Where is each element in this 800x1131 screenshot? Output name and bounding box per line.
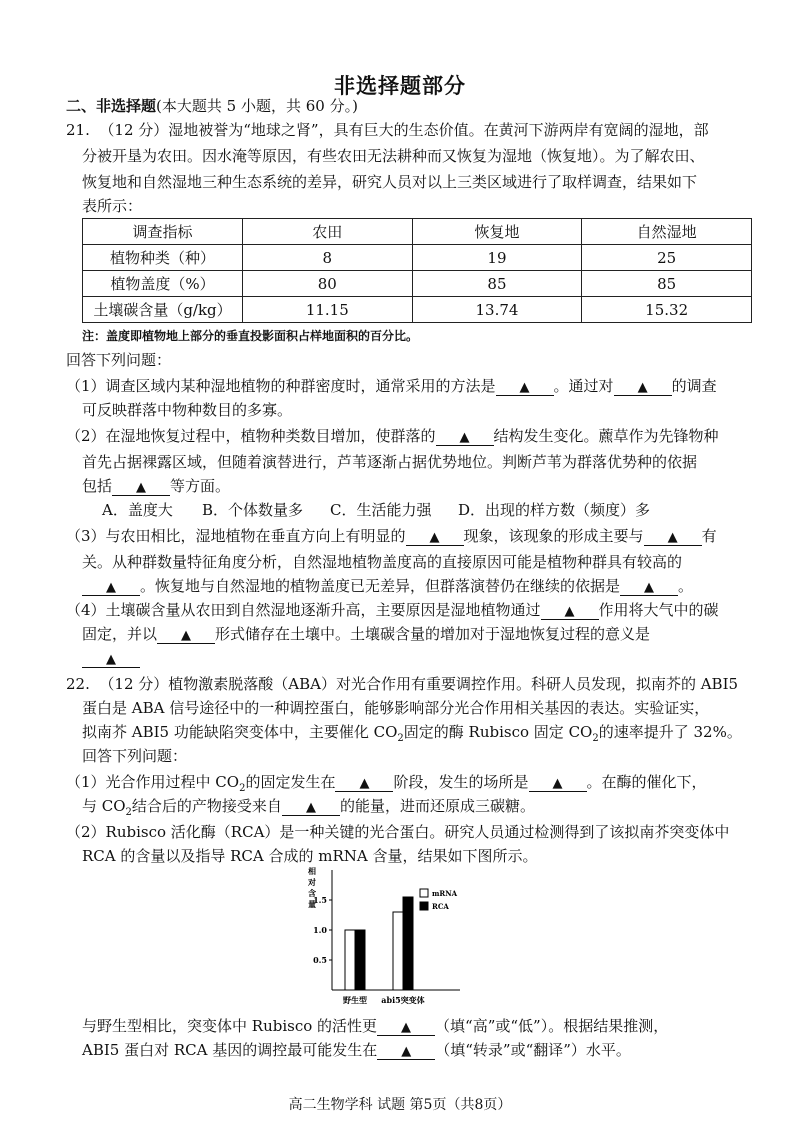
q21-survey-table [82, 218, 752, 323]
triangle-icon: ▲ [667, 530, 678, 545]
table-cell: 土壤碳含量（g/kg） [83, 297, 243, 323]
table-header-cell: 调查指标 [83, 219, 243, 245]
q22-s3-line-1: 与野生型相比，突变体中 Rubisco 的活性更 ▲ （填“高”或“低”）。根据结果推测， [82, 1017, 669, 1035]
triangle-icon: ▲ [429, 530, 440, 545]
bar-mrna-0 [345, 930, 355, 990]
q21-intro-line-4: 表所示： [82, 197, 143, 215]
q21-s4-line-2: 固定，并以 ▲ 形式储存在土壤中。土壤碳含量的增加对于湿地恢复过程的意义是 [82, 625, 651, 643]
y-tick-label: 1.0 [313, 925, 327, 935]
option-b[interactable]: B．个体数量多 [202, 501, 304, 519]
triangle-icon: ▲ [106, 652, 116, 667]
q21-s3-line-2: 关。从种群数量特征角度分析，自然湿地植物盖度高的直接原因可能是植物种群具有较高的 [82, 553, 683, 571]
page-footer: 高二生物学科 试题 第5页（共8页） [288, 1097, 512, 1113]
y-axis-label-1: 相 [308, 866, 316, 876]
q21-number: 21. [66, 121, 90, 139]
answer-blank[interactable] [496, 378, 554, 396]
q22-intro-line-2: 蛋白是 ABA 信号途径中的一种调控蛋白，能够影响部分光合作用相关基因的表达。实验证实， [82, 699, 710, 717]
q21-s2-line-2: 首先占据裸露区域，但随着演替进行，芦苇逐渐占据优势地位。判断芦苇为群落优势种的依据 [82, 453, 698, 471]
answer-blank[interactable] [82, 650, 140, 668]
q22-prompt: 回答下列问题： [82, 747, 188, 765]
bar-mrna-1 [393, 912, 403, 990]
section-heading: 二、非选择题 [66, 97, 157, 115]
answer-blank[interactable] [157, 626, 215, 644]
table-header-row [83, 219, 752, 245]
q21-options [102, 500, 650, 520]
x-category-label: 野生型 [343, 995, 367, 1005]
table-row [83, 271, 752, 297]
bar-rca-0 [355, 930, 365, 990]
triangle-icon: ▲ [359, 776, 370, 791]
table-cell: 85 [582, 271, 752, 297]
answer-blank[interactable] [436, 428, 494, 446]
answer-blank[interactable] [614, 378, 672, 396]
answer-blank[interactable] [377, 1042, 435, 1060]
q21-intro-line-3: 恢复地和自然湿地三种生态系统的差异，研究人员对以上三类区域进行了取样调查，结果如下 [82, 173, 698, 191]
y-tick-label: 1.5 [313, 895, 327, 905]
q22-s1-line-1: （1）光合作用过程中 $CO_2$的固定发生在 ▲ 阶段，发生的场所是 ▲ 。在酶的催化下， [66, 773, 707, 794]
bar-rca-1 [403, 897, 413, 990]
q22-intro-line-1: 22. （12 分）植物激素脱落酸（ABA）对光合作用有重要调控作用。科研人员发现，拟南芥的 ABI5 [66, 675, 739, 693]
q21-prompt: 回答下列问题： [66, 351, 172, 369]
answer-blank[interactable] [620, 578, 678, 596]
triangle-icon: ▲ [181, 628, 192, 643]
answer-blank[interactable] [112, 478, 170, 496]
answer-blank[interactable] [82, 578, 140, 596]
option-d[interactable]: D．出现的样方数（频度）多 [458, 501, 651, 519]
table-row [83, 245, 752, 271]
q21-s3-line-3: ▲ 。恢复地与自然湿地的植物盖度已无差异，但群落演替仍在继续的依据是 ▲ 。 [82, 576, 693, 596]
triangle-icon: ▲ [552, 776, 563, 791]
triangle-icon: ▲ [305, 800, 316, 815]
table-cell: 80 [242, 271, 412, 297]
q22-s2-line-1: （2）Rubisco 活化酶（RCA）是一种关键的光合蛋白。研究人员通过检测得到了该拟南芥突变体中 [66, 823, 730, 841]
table-cell: 13.74 [412, 297, 582, 323]
answer-blank[interactable] [541, 602, 599, 620]
q22-number: 22. [66, 675, 90, 693]
table-cell: 25 [582, 245, 752, 271]
rca-mrna-bar-chart [290, 862, 490, 1007]
legend-swatch [420, 902, 428, 910]
q22-s2-line-2: RCA 的含量以及指导 RCA 合成的 mRNA 含量，结果如下图所示。 [82, 847, 538, 865]
section-heading-line [66, 96, 358, 116]
table-row [83, 297, 752, 323]
q21-s4-line-3 [82, 648, 140, 668]
table-cell: 8 [242, 245, 412, 271]
triangle-icon: ▲ [644, 580, 655, 595]
table-header-cell: 恢复地 [412, 219, 582, 245]
y-axis-label-4: 量 [308, 899, 316, 909]
table-cell: 植物盖度（%） [83, 271, 243, 297]
q21-intro-line-1: 21. （12 分）湿地被誉为“地球之肾”，具有巨大的生态价值。在黄河下游两岸有宽阔的湿地，部 [66, 121, 709, 139]
answer-blank[interactable] [377, 1018, 435, 1036]
y-axis-label-2: 对 [308, 877, 316, 887]
q21-s1-line-1: （1）调查区域内某种湿地植物的种群密度时，通常采用的方法是 ▲ 。通过对 ▲ 的调查 [66, 377, 717, 395]
answer-blank[interactable] [282, 798, 340, 816]
triangle-icon: ▲ [459, 430, 470, 445]
triangle-icon: ▲ [136, 480, 147, 495]
triangle-icon: ▲ [564, 604, 575, 619]
q21-table-note: 注：盖度即植物地上部分的垂直投影面积占样地面积的百分比。 [82, 329, 419, 343]
table-header-cell: 农田 [242, 219, 412, 245]
option-c[interactable]: C．生活能力强 [330, 501, 432, 519]
q21-s3-line-1: （3）与农田相比，湿地植物在垂直方向上有明显的 ▲ 现象，该现象的形成主要与 ▲ 有 [66, 527, 717, 545]
option-a[interactable]: A．盖度大 [102, 501, 173, 519]
q21-intro-line-2: 分被开垦为农田。因水淹等原因，有些农田无法耕种而又恢复为湿地（恢复地）。为了解农田、 [82, 147, 705, 165]
table-cell: 85 [412, 271, 582, 297]
answer-blank[interactable] [529, 774, 587, 792]
section-heading-note: (本大题共 5 小题，共 60 分。) [156, 97, 358, 115]
y-axis-label-3: 含 [308, 888, 316, 898]
answer-blank[interactable] [335, 774, 393, 792]
x-category-label: abi5突变体 [381, 995, 425, 1005]
table-cell: 19 [412, 245, 582, 271]
q21-s2-line-3: 包括 ▲ 等方面。 [82, 477, 231, 495]
q21-s1-line-2: 可反映群落中物种数目的多寡。 [82, 401, 293, 419]
q22-s1-line-2: 与 $CO_2$结合后的产物接受来自 ▲ 的能量，进而还原成三碳糖。 [82, 797, 535, 818]
triangle-icon: ▲ [519, 380, 530, 395]
triangle-icon: ▲ [106, 580, 116, 595]
q21-s2-line-1: （2）在湿地恢复过程中，植物种类数目增加，使群落的 ▲ 结构发生变化。藨草作为先锋物种 [66, 427, 719, 445]
y-tick-label: 0.5 [313, 955, 327, 965]
table-header-cell: 自然湿地 [582, 219, 752, 245]
table-cell: 15.32 [582, 297, 752, 323]
table-cell: 植物种类（种） [83, 245, 243, 271]
q22-s3-line-2: ABI5 蛋白对 RCA 基因的调控最可能发生在 ▲ （填“转录”或“翻译”）水平。 [82, 1041, 631, 1059]
legend-label: RCA [432, 902, 449, 911]
q21-s4-line-1: （4）土壤碳含量从农田到自然湿地逐渐升高，主要原因是湿地植物通过 ▲ 作用将大气中的碳 [66, 601, 719, 619]
triangle-icon: ▲ [637, 380, 648, 395]
legend-label: mRNA [432, 889, 458, 898]
answer-blank[interactable] [644, 528, 702, 546]
triangle-icon: ▲ [401, 1020, 412, 1035]
answer-blank[interactable] [406, 528, 464, 546]
section-title: 非选择题部分 [334, 74, 466, 98]
triangle-icon: ▲ [401, 1044, 412, 1059]
q22-intro-line-3: 拟南芥 ABI5 功能缺陷突变体中，主要催化 $CO_2$固定的酶 Rubisco 固定 $CO_2$的速率提升了 32%。 [82, 723, 742, 744]
table-cell: 11.15 [242, 297, 412, 323]
legend-swatch [420, 889, 428, 897]
